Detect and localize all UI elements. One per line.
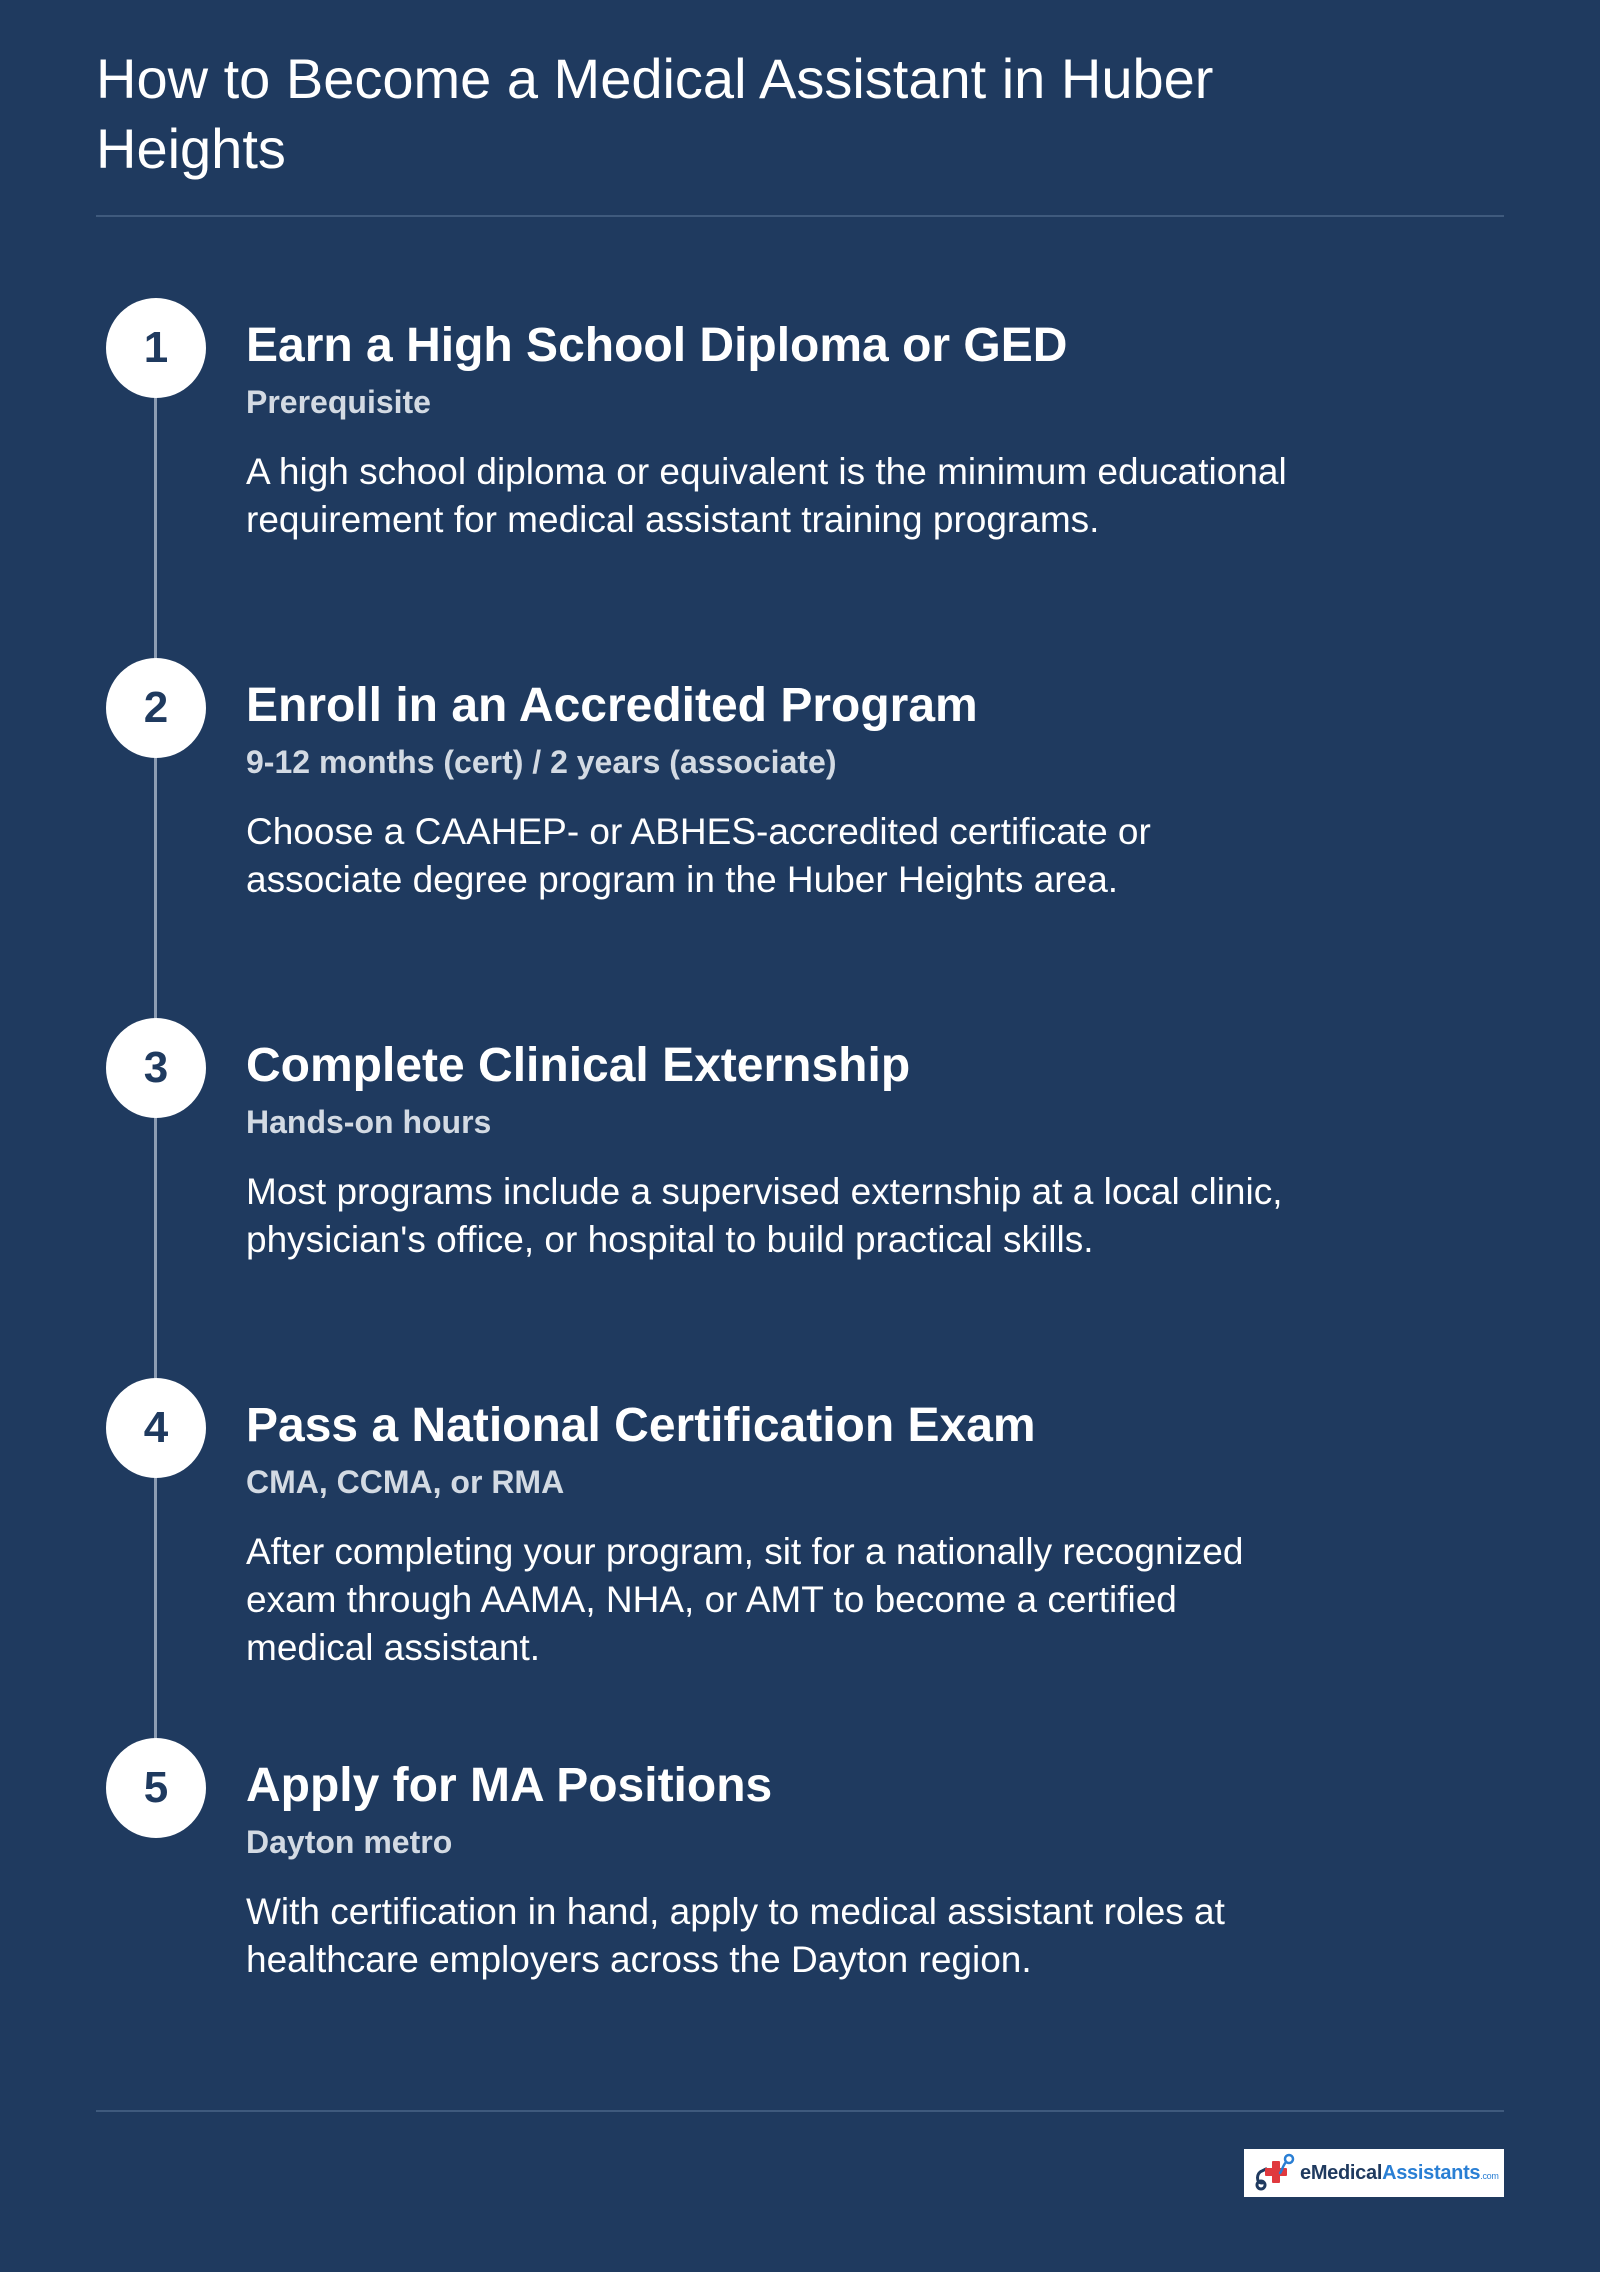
step-number-badge: 5 <box>106 1738 206 1838</box>
step-number-badge: 3 <box>106 1018 206 1118</box>
logo-wordmark: eMedicalAssistants.com <box>1300 2161 1499 2184</box>
step-description: With certification in hand, apply to medical assistant roles at healthcare employers across the Dayton region. <box>246 1891 1225 1980</box>
step-title: Enroll in an Accredited Program <box>246 679 978 732</box>
step-description: Most programs include a supervised externship at a local clinic, physician's office, or hospital to build practical skills. <box>246 1171 1283 1260</box>
step-number-badge: 2 <box>106 658 206 758</box>
step-title: Apply for MA Positions <box>246 1759 773 1812</box>
step-title: Complete Clinical Externship <box>246 1039 911 1092</box>
step-subtitle: Hands-on hours <box>246 1104 492 1140</box>
step-number-badge: 1 <box>106 298 206 398</box>
step-subtitle: 9-12 months (cert) / 2 years (associate) <box>246 744 837 780</box>
step-title: Earn a High School Diploma or GED <box>246 319 1068 372</box>
page-title: How to Become a Medical Assistant in Huber Heights <box>96 47 1214 180</box>
stethoscope-cross-icon <box>1252 2153 1296 2193</box>
step-description: Choose a CAAHEP- or ABHES-accredited certificate or associate degree program in the Huber Heights area. <box>246 811 1151 900</box>
step-subtitle: CMA, CCMA, or RMA <box>246 1464 565 1500</box>
step-subtitle: Dayton metro <box>246 1824 453 1860</box>
step-number-badge: 4 <box>106 1378 206 1478</box>
step-description: A high school diploma or equivalent is the minimum educational requirement for medical assistant training programs. <box>246 451 1287 540</box>
emedicalassistants-logo[interactable] <box>1244 2149 1504 2197</box>
bottom-divider <box>96 2110 1504 2112</box>
step-subtitle: Prerequisite <box>246 384 431 420</box>
step-title: Pass a National Certification Exam <box>246 1399 1036 1452</box>
top-divider <box>96 215 1504 217</box>
step-description: After completing your program, sit for a nationally recognized exam through AAMA, NHA, or AMT to become a certified medical assistant. <box>246 1531 1244 1668</box>
